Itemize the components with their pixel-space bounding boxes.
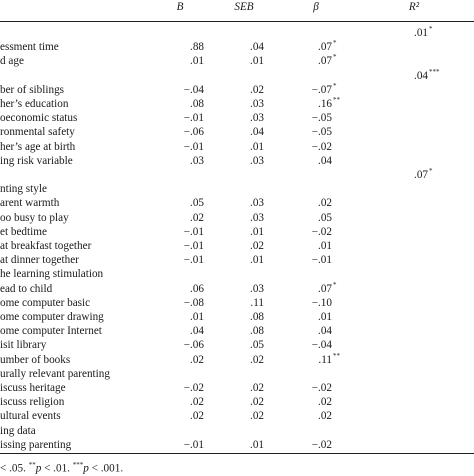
table-row: [0, 381, 474, 396]
header-b: B: [176, 1, 184, 13]
cell-seb: .01: [250, 55, 264, 68]
cell-seb: .03: [250, 154, 264, 167]
table-row: [0, 267, 474, 282]
cell-b: .01: [190, 311, 204, 323]
cell-beta-wrap: [296, 253, 332, 268]
cell-beta: .04: [318, 325, 332, 338]
bottom-rule: [0, 453, 474, 454]
row-label: at breakfast together: [0, 240, 92, 252]
row-label: ultural events: [0, 410, 61, 423]
r2-significance: *: [429, 167, 433, 175]
beta-significance: **: [333, 96, 340, 104]
row-label: oo busy to play: [0, 211, 69, 224]
cell-beta-wrap: [296, 438, 332, 453]
row-label: ing risk variable: [0, 154, 73, 167]
table-row: [0, 182, 474, 197]
cell-r2-wrap: [398, 25, 433, 41]
cell-beta: −.04: [311, 339, 332, 352]
table-row: [0, 168, 474, 183]
row-label: arent warmth: [0, 197, 60, 210]
row-label: ber of siblings: [0, 83, 65, 96]
row-label: her’s age at birth: [0, 140, 76, 153]
cell-beta: −.10: [311, 296, 332, 309]
cell-beta: −.02: [311, 140, 332, 153]
row-label: issing parenting: [0, 438, 72, 451]
cell-b: .06: [190, 282, 204, 295]
cell-seb: .04: [250, 126, 264, 139]
cell-seb: .05: [250, 339, 264, 352]
cell-seb: .08: [250, 325, 264, 338]
cell-seb: .01: [250, 225, 264, 238]
table-row: [0, 282, 474, 297]
footnote-p1: < .05.: [0, 462, 29, 475]
cell-b: .02: [190, 410, 204, 423]
r2-significance: ***: [429, 67, 440, 76]
table-row: [0, 338, 474, 353]
row-label: iscuss religion: [0, 396, 65, 409]
table-row: [0, 239, 474, 254]
header-seb: SEB: [234, 1, 254, 13]
beta-significance: *: [333, 81, 337, 90]
row-label: ome computer Internet: [0, 325, 102, 338]
table-row: [0, 125, 474, 140]
row-label: her’s education: [0, 98, 69, 110]
beta-significance: *: [333, 39, 337, 48]
row-label: iscuss heritage: [0, 382, 66, 394]
cell-beta: .07: [318, 55, 332, 68]
table-row: [0, 310, 474, 325]
table-row: [0, 367, 474, 382]
cell-b: .08: [190, 98, 204, 110]
beta-significance: *: [333, 280, 337, 289]
table-row: [0, 225, 474, 240]
footnote-p3-threshold: < .001.: [88, 462, 124, 475]
table-row: [0, 154, 474, 169]
cell-b: −.04: [183, 83, 204, 96]
cell-r2: .01: [414, 27, 428, 39]
footnote-stars-2: **: [28, 461, 36, 469]
footnote-p2-symbol: p: [35, 462, 42, 475]
table-footnote: [0, 458, 123, 476]
cell-beta-wrap: [296, 296, 332, 311]
cell-b: −.01: [183, 140, 204, 153]
table-row: [0, 211, 474, 226]
cell-b: −.08: [183, 296, 204, 309]
table-row: [0, 54, 474, 69]
cell-seb: .02: [250, 410, 264, 423]
cell-b: −.01: [183, 240, 204, 252]
table-row: [0, 83, 474, 98]
table-row: [0, 353, 474, 368]
cell-seb: .03: [250, 98, 264, 110]
table-row: [0, 111, 474, 126]
cell-seb: .03: [250, 112, 264, 125]
cell-beta-wrap: [296, 225, 332, 240]
table-row: [0, 97, 474, 112]
beta-significance: *: [333, 53, 337, 62]
header-r2: R²: [408, 1, 420, 13]
cell-b: −.06: [183, 126, 204, 139]
cell-beta: .11: [318, 353, 332, 366]
cell-seb: .03: [250, 197, 264, 210]
row-label: oeconomic status: [0, 112, 78, 125]
cell-beta-wrap: [296, 381, 332, 396]
cell-b: .88: [190, 41, 204, 54]
table-row: [0, 409, 474, 424]
cell-beta-wrap: [296, 239, 332, 254]
table-row: [0, 26, 474, 41]
cell-beta-wrap: [296, 395, 332, 410]
row-label: essment time: [0, 41, 59, 54]
cell-beta-wrap: [296, 351, 340, 368]
cell-beta-wrap: [296, 310, 332, 325]
cell-beta-wrap: [296, 39, 337, 55]
cell-seb: .01: [250, 140, 264, 153]
cell-b: .01: [190, 55, 204, 68]
cell-beta-wrap: [296, 81, 337, 98]
cell-b: −.06: [183, 339, 204, 352]
cell-seb: .03: [250, 282, 264, 295]
cell-beta-wrap: [296, 211, 332, 226]
cell-b: −.02: [183, 382, 204, 394]
cell-r2-wrap: [398, 67, 440, 84]
cell-beta-wrap: [296, 125, 332, 140]
cell-beta: .04: [318, 154, 332, 167]
row-label: nting style: [0, 183, 47, 196]
row-label: ead to child: [0, 282, 53, 295]
table-row: [0, 140, 474, 155]
row-label: ing data: [0, 424, 36, 437]
cell-beta-wrap: [296, 409, 332, 424]
cell-b: −.01: [183, 225, 204, 238]
cell-seb: .08: [250, 311, 264, 323]
row-label: isit library: [0, 339, 47, 352]
cell-beta-wrap: [296, 96, 340, 112]
cell-beta: −.02: [311, 438, 332, 451]
cell-seb: .02: [250, 240, 264, 252]
cell-b: .03: [190, 154, 204, 167]
row-label: umber of books: [0, 353, 71, 366]
row-label: d age: [0, 55, 24, 68]
row-label: ome computer basic: [0, 296, 91, 309]
row-label: he learning stimulation: [0, 268, 104, 281]
cell-seb: .02: [250, 353, 264, 366]
cell-b: .02: [190, 211, 204, 224]
header-rule: [0, 21, 474, 22]
cell-beta: .07: [318, 282, 332, 295]
cell-seb: .02: [250, 382, 264, 394]
table-row: [0, 196, 474, 211]
cell-beta: .02: [318, 396, 332, 409]
table-row: [0, 69, 474, 84]
cell-beta: .01: [318, 311, 332, 323]
table-row: [0, 438, 474, 453]
cell-beta-wrap: [296, 280, 337, 297]
cell-beta-wrap: [296, 140, 332, 155]
footnote-p2-threshold: < .01.: [41, 462, 73, 475]
cell-beta-wrap: [296, 324, 332, 339]
table-row: [0, 395, 474, 410]
cell-seb: .11: [250, 296, 264, 309]
cell-beta-wrap: [296, 338, 332, 353]
cell-seb: .02: [250, 396, 264, 409]
cell-beta: .02: [318, 410, 332, 423]
r2-significance: *: [429, 25, 433, 33]
table-row: [0, 296, 474, 311]
beta-significance: **: [333, 351, 340, 360]
header-beta: β: [313, 1, 319, 13]
cell-b: .05: [190, 197, 204, 210]
cell-seb: .02: [250, 83, 264, 96]
cell-beta: .16: [318, 98, 332, 110]
row-label: ronmental safety: [0, 126, 75, 139]
cell-seb: .03: [250, 211, 264, 224]
cell-b: .04: [190, 325, 204, 338]
cell-beta: −.05: [311, 112, 332, 125]
cell-beta: −.02: [311, 382, 332, 394]
cell-beta: −.01: [311, 254, 332, 267]
cell-seb: .01: [250, 438, 264, 451]
cell-b: .02: [190, 353, 204, 366]
table-row: [0, 324, 474, 339]
cell-beta-wrap: [296, 53, 337, 69]
cell-beta-wrap: [296, 154, 332, 169]
cell-beta-wrap: [296, 196, 332, 211]
cell-b: −.01: [183, 112, 204, 125]
row-label: at dinner together: [0, 254, 79, 267]
row-label: urally relevant parenting: [0, 367, 110, 380]
cell-beta: −.05: [311, 126, 332, 139]
cell-beta: .02: [318, 197, 332, 210]
cell-b: −.01: [183, 438, 204, 451]
cell-beta: .07: [318, 41, 332, 54]
row-label: et bedtime: [0, 225, 47, 238]
cell-beta: −.02: [311, 225, 332, 238]
footnote-p3-symbol: p: [83, 462, 89, 475]
cell-beta: .05: [318, 211, 332, 224]
table-row: [0, 40, 474, 55]
cell-beta: .01: [318, 240, 332, 252]
table-row: [0, 424, 474, 439]
cell-seb: .01: [250, 254, 264, 267]
cell-b: −.01: [183, 254, 204, 267]
cell-beta: −.07: [311, 83, 332, 96]
row-label: ome computer drawing: [0, 311, 104, 323]
table-row: [0, 253, 474, 268]
cell-r2: .04: [414, 69, 428, 82]
cell-r2: .07: [414, 169, 428, 181]
cell-beta-wrap: [296, 111, 332, 126]
footnote-stars-3: ***: [72, 461, 84, 469]
cell-seb: .04: [250, 41, 264, 54]
cell-b: .02: [190, 396, 204, 409]
cell-r2-wrap: [398, 167, 433, 183]
